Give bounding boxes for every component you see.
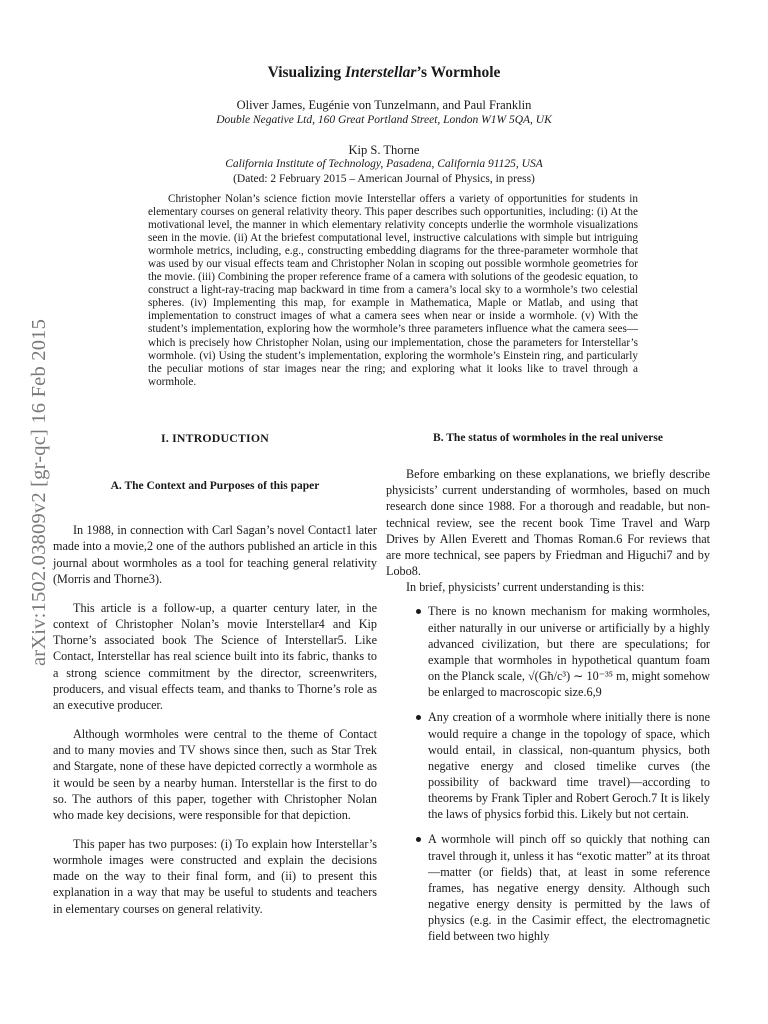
affiliation-line-2: California Institute of Technology, Pasadena, California 91125, USA <box>225 158 543 170</box>
list-item <box>386 603 710 700</box>
section-heading-introduction: I. INTRODUCTION <box>161 431 269 445</box>
bullet-icon <box>416 609 421 614</box>
intro-paragraph-3: Although wormholes were central to the theme of Contact and to many movies and TV shows since then, such as Star Trek and Stargate, none of these have depicted correctly a wormhole as it would be seen by a nearby human. Interstellar is the first to do so. The authors of this paper, together with Christopher Nolan who made key decisions, were responsible for that depiction. <box>53 727 377 822</box>
list-item <box>386 831 710 944</box>
bullet-text: Any creation of a wormhole where initially there is none would require a change in the topology of space, which would entail, in classical, non-quantum physics, both negative energy and closed timelike curves (the possibility of backward time travel)—according to theorems by Frank Tipler and Robert Geroch.7 It is likely the laws of physics forbid this. Likely but not certain. <box>428 710 710 822</box>
intro-paragraph-4: This paper has two purposes: (i) To explain how Interstellar’s wormhole images were constructed and explain the decisions made on the way to their final form, and (ii) to present this explanation in a way that may be useful to students and teachers in elementary courses on general relativity. <box>53 836 377 916</box>
arxiv-stamp-text: arXiv:1502.03809v2 [gr-qc] 16 Feb 2015 <box>28 318 51 666</box>
list-item <box>386 709 710 822</box>
bullet-text: A wormhole will pinch off so quickly that nothing can travel through it, unless it has “exotic matter” at its throat—matter (or fields) that, at least in some reference frames, has negative energy density. Although such negative energy density is permitted by the laws of physics (e.g. in the Casimir effect, the electromagnetic field between two highly <box>428 832 710 944</box>
title-prefix: Visualizing <box>267 64 345 81</box>
bullet-text: There is no known mechanism for making wormholes, either naturally in our universe or artificially by a highly advanced civilization, but there are speculations; for example that wormholes in hypothetical quantum foam on the Planck scale, √(Għ/c³) ∼ 10⁻³⁵ m, might somehow be enlarged to macroscopic size.6,9 <box>428 604 710 700</box>
status-bullet-list <box>386 603 710 944</box>
left-column <box>53 430 377 917</box>
bullet-icon <box>416 837 421 842</box>
right-column <box>386 430 710 954</box>
intro-paragraph-2: This article is a follow-up, a quarter century later, in the context of Christopher Nolan’s movie Interstellar4 and Kip Thorne’s associated book The Science of Interstellar5. Like Contact, Interstellar has real science built into its fabric, thanks to a strong science commitment by the director, screenwriters, producers, and visual effects team, and thanks to Thorne’s role as an executive producer. <box>53 600 377 712</box>
intro-paragraph-1: In 1988, in connection with Carl Sagan’s novel Contact1 later made into a movie,2 one of the authors published an article in this journal about wormholes as a tool for teaching general relativity (Morris and Thorne3). <box>53 523 377 586</box>
status-paragraph-2: In brief, physicists’ current understanding is this: <box>406 580 645 595</box>
affiliation-line-1: Double Negative Ltd, 160 Great Portland Street, London W1W 5QA, UK <box>216 114 552 126</box>
authors-line-2: Kip S. Thorne <box>348 143 420 157</box>
bullet-icon <box>416 715 421 720</box>
status-paragraph-1: Before embarking on these explanations, we briefly describe physicists’ current understanding of wormholes, based on much research done since 1988. For a thorough and readable, but non-technical review, see the recent book Time Travel and Warp Drives by Allen Everett and Thomas Roman.6 For reviews that are more technical, see papers by Friedman and Higuchi7 and by Lobo8. <box>386 467 710 579</box>
subsection-heading-status: B. The status of wormholes in the real universe <box>433 432 663 444</box>
authors-line-1: Oliver James, Eugénie von Tunzelmann, and Paul Franklin <box>236 98 532 112</box>
subsection-heading-context: A. The Context and Purposes of this paper <box>110 480 320 493</box>
paper-title <box>0 64 768 82</box>
title-emphasis: Interstellar <box>344 64 417 81</box>
dated-line: (Dated: 2 February 2015 – American Journal of Physics, in press) <box>233 173 535 185</box>
title-suffix: ’s Wormhole <box>416 64 501 81</box>
abstract: Christopher Nolan’s science fiction movie Interstellar offers a variety of opportunities for students in elementary courses on general relativity theory. This paper describes such opportunities, including: (i) At the motivational level, the manner in which elementary relativity concepts underlie the wormhole visualizations seen in the movie. (ii) At the briefest computational level, instructive calculations with simple but intriguing wormhole metrics, including, e.g., constructing embedding diagrams for the three-parameter wormhole that was used by our visual effects team and Christopher Nolan in scoping out possible wormhole geometries for the movie. (iii) Combining the proper reference frame of a camera with solutions of the geodesic equation, to construct a light-ray-tracing map backward in time from a camera’s local sky to a wormhole’s two celestial spheres. (iv) Implementing this map, for example in Mathematica, Maple or Matlab, and using that implementation to construct images of what a camera sees when near or inside a wormhole. (v) With the student’s implementation, exploring how the wormhole’s three parameters influence what the camera sees—which is precisely how Christopher Nolan, using our implementation, chose the parameters for Interstellar’s wormhole. (vi) Using the student’s implementation, exploring the wormhole’s Einstein ring, and particularly the peculiar motions of star images near the ring; and exploring what it looks like to travel through a wormhole. <box>148 193 638 388</box>
